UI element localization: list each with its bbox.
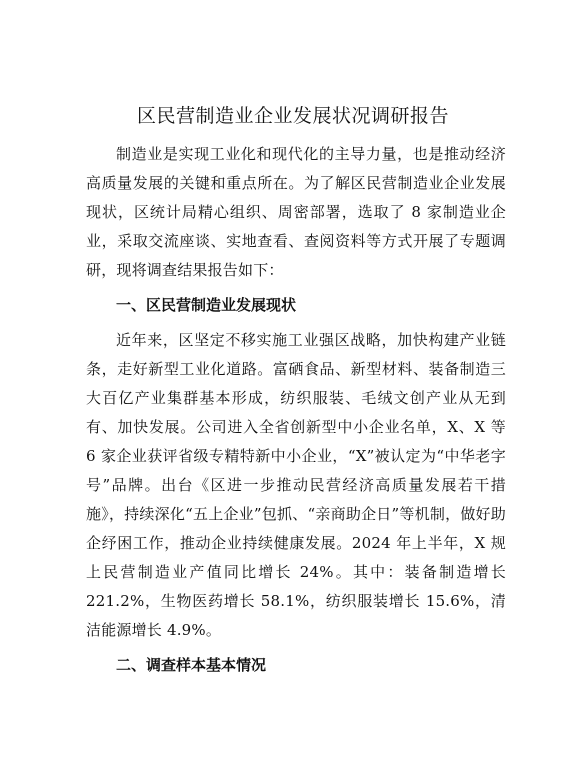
document-body (86, 140, 506, 680)
section-1-heading: 一、区民营制造业发展现状 (116, 296, 297, 314)
document-title: 区民营制造业企业发展状况调研报告 (136, 105, 449, 127)
section-1-paragraph: 近年来，区坚定不移实施工业强区战略，加快构建产业链条，走好新型工业化道路。富硒食品、新型材料、装备制造三大百亿产业集群基本形成，纺织服装、毛绒文创产业从无到有、加快发展。公司进入全省创新型中小企业名单，X、X 等 6 家企业获评省级专精特新中小企业，“X”被认定为“中华老字号”品牌。出台《区进一步推动民营经济高质量发展若干措施》，持续深化“五上企业”包抓、“亲商助企日”等机制，做好助企纾困工作，推动企业持续健康发展。2024 年上半年，X 规上民营制造业产值同比增长 24%。其中：装备制造增长 221.2%，生物医药增长 58.1%，纺织服装增长 15.6%，清洁能源增长 4.9%。 (86, 331, 506, 639)
intro-paragraph: 制造业是实现工业化和现代化的主导力量，也是推动经济高质量发展的关键和重点所在。为了解区民营制造业企业发展现状，区统计局精心组织、周密部署，选取了 8 家制造业企业，采取交流座谈、实地查看、查阅资料等方式开展了专题调研，现将调查结果报告如下： (86, 145, 506, 279)
section-2-heading: 二、调查样本基本情况 (116, 656, 267, 674)
